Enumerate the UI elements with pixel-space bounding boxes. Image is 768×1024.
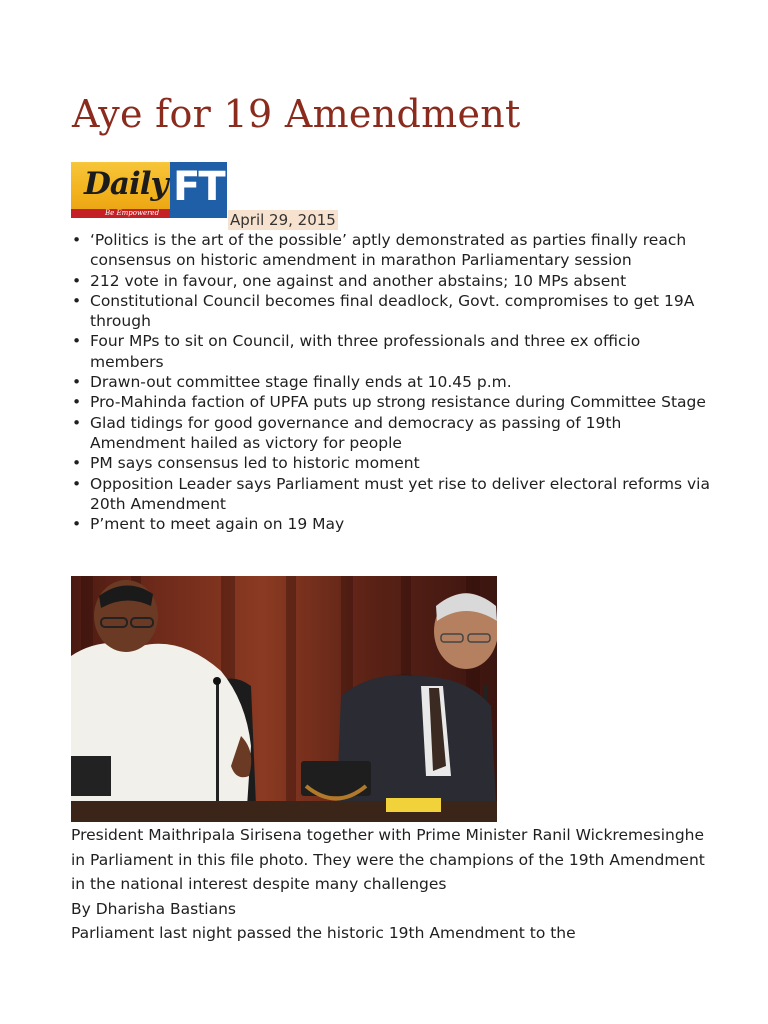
list-item: • Pro-Mahinda faction of UPFA puts up strong resistance during Committee Stage	[72, 392, 712, 412]
logo-ft-text: FT	[173, 164, 224, 210]
logo-daily-text: Daily	[84, 166, 168, 202]
list-item: • Drawn-out committee stage finally ends at 10.45 p.m.	[72, 372, 712, 392]
list-item: • Opposition Leader says Parliament must yet rise to deliver electoral reforms via 20th Amendment	[72, 474, 712, 515]
daily-ft-logo	[71, 162, 227, 218]
list-item: • Constitutional Council becomes final deadlock, Govt. compromises to get 19A through	[72, 291, 712, 332]
photo-illustration	[71, 576, 497, 822]
photo-caption: President Maithripala Sirisena together with Prime Minister Ranil Wickremesinghe in Parliament in this file photo. They were the champions of the 19th Amendment in the national interest despite many challenges	[71, 826, 705, 893]
logo-tagline-strip	[71, 209, 170, 218]
article-title: Aye for 19 Amendment	[72, 92, 521, 136]
list-item: • 212 vote in favour, one against and another abstains; 10 MPs absent	[72, 271, 712, 291]
list-item: • P’ment to meet again on 19 May	[72, 514, 712, 534]
highlights-list	[72, 230, 712, 534]
body-text: Parliament last night passed the historic 19th Amendment to the	[71, 924, 576, 942]
logo-ft-panel	[170, 162, 227, 218]
logo-tagline: Be Empowered	[105, 209, 160, 217]
article-photo	[71, 576, 497, 822]
list-item: • Four MPs to sit on Council, with three professionals and three ex officio members	[72, 331, 712, 372]
byline: By Dharisha Bastians	[71, 899, 236, 918]
list-item: • PM says consensus led to historic moment	[72, 453, 712, 473]
logo-daily-panel	[71, 162, 170, 218]
list-item: • ‘Politics is the art of the possible’ aptly demonstrated as parties finally reach consensus on historic amendment in marathon Parliamentary session	[72, 230, 712, 271]
photo-caption-block	[71, 823, 711, 946]
list-item: • Glad tidings for good governance and democracy as passing of 19th Amendment hailed as victory for people	[72, 413, 712, 454]
article-date: April 29, 2015	[230, 211, 336, 229]
